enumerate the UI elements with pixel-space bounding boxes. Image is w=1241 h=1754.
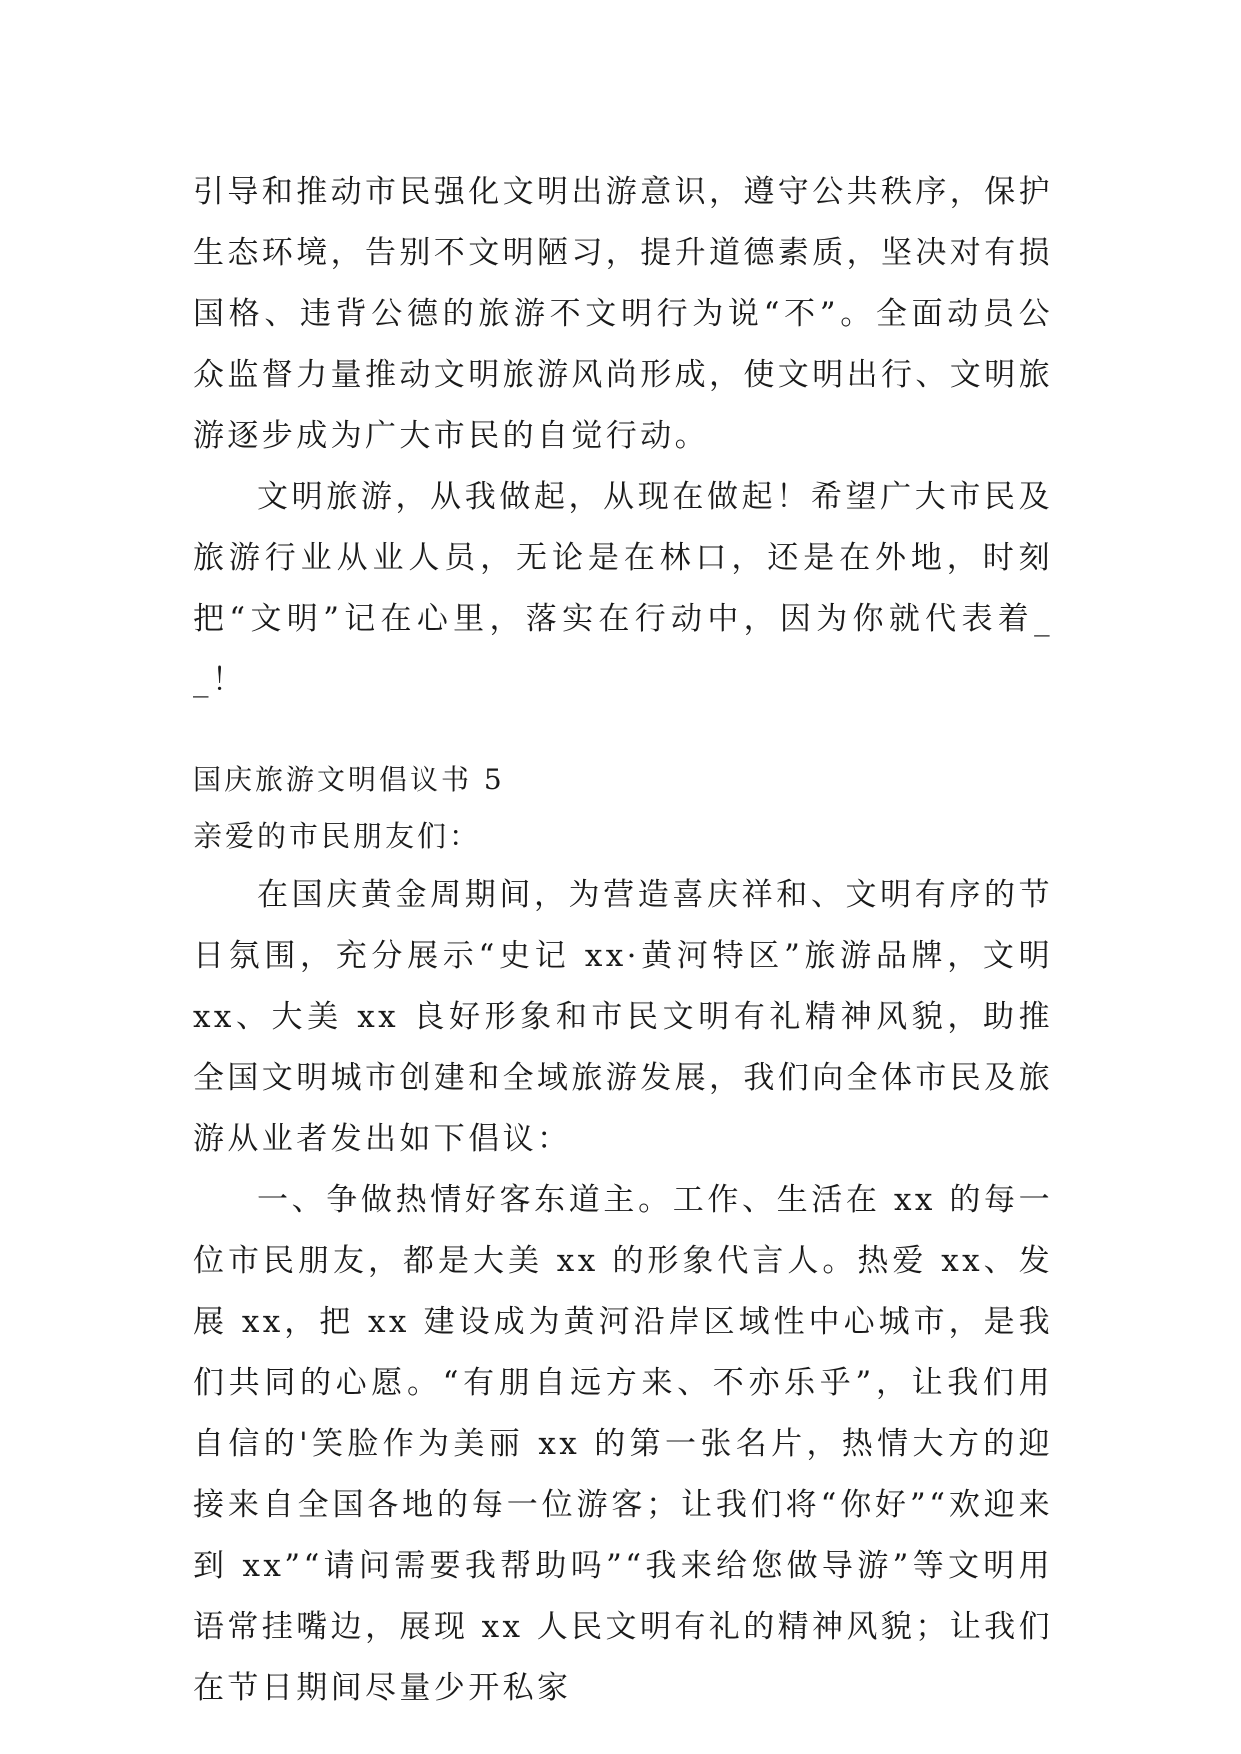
- paragraph-start-with-me: 文明旅游，从我做起，从现在做起！希望广大市民及旅游行业从业人员，无论是在林口，还是在外地，时刻把“文明”记在心里，落实在行动中，因为你就代表着__！: [193, 479, 1053, 698]
- paragraph-national-day-initiative: 在国庆黄金周期间，为营造喜庆祥和、文明有序的节日氛围，充分展示“史记 xx·黄河特区”旅游品牌，文明 xx、大美 xx 良好形象和市民文明有礼精神风貌，助推全国文明城市创建和全域旅游发展，我们向全体市民及旅游从业者发出如下倡议：: [193, 877, 1053, 1157]
- section-title: 国庆旅游文明倡议书 5: [193, 763, 505, 796]
- paragraph-civilized-travel-guidance: 引导和推动市民强化文明出游意识，遵守公共秩序，保护生态环境，告别不文明陋习，提升道德素质，坚决对有损国格、违背公德的旅游不文明行为说“不”。全面动员公众监督力量推动文明旅游风尚形成，使文明出行、文明旅游逐步成为广大市民的自觉行动。: [193, 174, 1053, 454]
- document-body: [193, 162, 1053, 1719]
- paragraph-hospitable-host: 一、争做热情好客东道主。工作、生活在 xx 的每一位市民朋友，都是大美 xx 的形象代言人。热爱 xx、发展 xx，把 xx 建设成为黄河沿岸区域性中心城市，是我们共同的心愿。“有朋自远方来、不亦乐乎”，让我们用自信的'笑脸作为美丽 xx 的第一张名片，热情大方的迎接来自全国各地的每一位游客；让我们将“你好”“欢迎来到 xx”“请问需要我帮助吗”“我来给您做导游”等文明用语常挂嘴边，展现 xx 人民文明有礼的精神风貌；让我们在节日期间尽量少开私家: [193, 1182, 1053, 1706]
- section-spacer: [193, 711, 1053, 752]
- salutation: 亲爱的市民朋友们：: [193, 819, 482, 853]
